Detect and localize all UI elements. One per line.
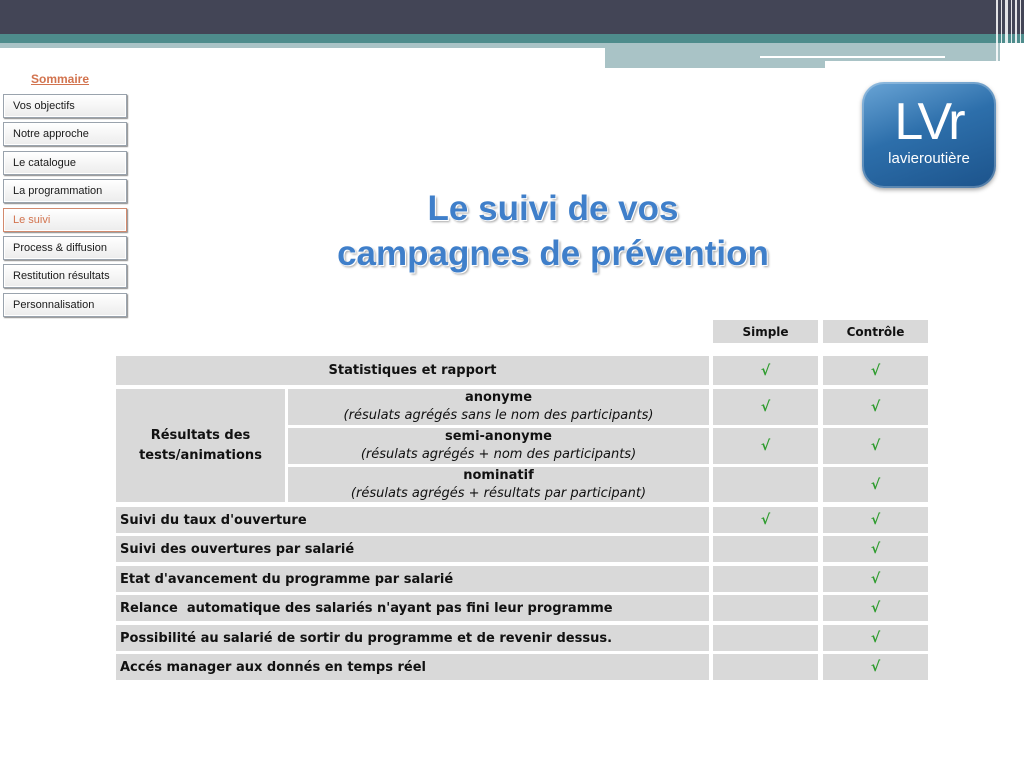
header-light-band-small: [605, 61, 825, 68]
check-relance-simple: [713, 595, 818, 621]
row-label-ouvertures: Suivi des ouvertures par salarié: [116, 536, 709, 562]
logo-mark: LVr: [894, 93, 964, 151]
row-label-possibilite: Possibilité au salarié de sortir du programme et de revenir dessus.: [116, 625, 709, 651]
group-label-line2: tests/animations: [139, 447, 262, 463]
check-ouvertures-controle: √: [823, 536, 928, 562]
row-nominatif: [288, 467, 709, 502]
nav-item-le-catalogue[interactable]: Le catalogue: [3, 151, 127, 175]
row-semi-anonyme: [288, 428, 709, 464]
check-stats-controle: √: [823, 356, 928, 385]
header-divider-line: [760, 56, 945, 58]
page-title-line2: campagnes de prévention: [337, 234, 769, 273]
row-label-taux: Suivi du taux d'ouverture: [116, 507, 709, 533]
check-ouvertures-simple: [713, 536, 818, 562]
header-light-band: [0, 43, 605, 48]
header-teal-band: [0, 34, 1024, 43]
row-label-statistiques: Statistiques et rapport: [116, 356, 709, 385]
header-light-band-right: [605, 43, 1000, 61]
column-header-simple: Simple: [713, 320, 818, 343]
nav-item-process-diffusion[interactable]: Process & diffusion: [3, 236, 127, 260]
check-semi-controle: √: [823, 428, 928, 464]
check-semi-simple: √: [713, 428, 818, 464]
check-avancement-simple: [713, 566, 818, 592]
row-label-relance: Relance automatique des salariés n'ayant pas fini leur programme: [116, 595, 709, 621]
nominatif-note: (résulats agrégés + résultats par participant): [350, 485, 647, 501]
nav-item-la-programmation[interactable]: La programmation: [3, 179, 127, 203]
sommaire-nav: [3, 94, 127, 321]
anonyme-label: anonyme: [464, 390, 533, 405]
row-label-avancement: Etat d'avancement du programme par salarié: [116, 566, 709, 592]
check-anonyme-simple: √: [713, 389, 818, 425]
check-avancement-controle: √: [823, 566, 928, 592]
page-title-line1: Le suivi de vos: [427, 189, 679, 228]
nav-item-notre-approche[interactable]: Notre approche: [3, 122, 127, 146]
lvr-logo: [862, 82, 996, 188]
check-nominatif-simple: [713, 467, 818, 502]
check-acces-simple: [713, 654, 818, 680]
nav-item-personnalisation[interactable]: Personnalisation: [3, 293, 127, 317]
sommaire-title: Sommaire: [30, 72, 90, 86]
group-label-line1: Résultats des: [150, 427, 251, 443]
nav-item-le-suivi[interactable]: Le suivi: [3, 208, 127, 232]
header-bar: [0, 0, 1024, 34]
row-label-acces: Accés manager aux donnés en temps réel: [116, 654, 709, 680]
check-nominatif-controle: √: [823, 467, 928, 502]
check-anonyme-controle: √: [823, 389, 928, 425]
check-taux-simple: √: [713, 507, 818, 533]
page-title: [296, 186, 810, 276]
check-acces-controle: √: [823, 654, 928, 680]
header-stripes: [994, 0, 1024, 68]
check-possibilite-controle: √: [823, 625, 928, 651]
column-header-controle: Contrôle: [823, 320, 928, 343]
row-group-resultats: [116, 389, 285, 502]
check-stats-simple: √: [713, 356, 818, 385]
nav-item-vos-objectifs[interactable]: Vos objectifs: [3, 94, 127, 118]
logo-name: lavieroutière: [888, 150, 970, 167]
nominatif-label: nominatif: [463, 467, 534, 483]
anonyme-note: (résulats agrégés sans le nom des participants): [343, 408, 654, 423]
check-relance-controle: √: [823, 595, 928, 621]
nav-item-restitution-resultats[interactable]: Restitution résultats: [3, 264, 127, 288]
row-anonyme: [288, 389, 709, 425]
check-taux-controle: √: [823, 507, 928, 533]
check-possibilite-simple: [713, 625, 818, 651]
semi-anonyme-label: semi-anonyme: [444, 429, 552, 444]
semi-anonyme-note: (résulats agrégés + nom des participants): [360, 447, 637, 462]
